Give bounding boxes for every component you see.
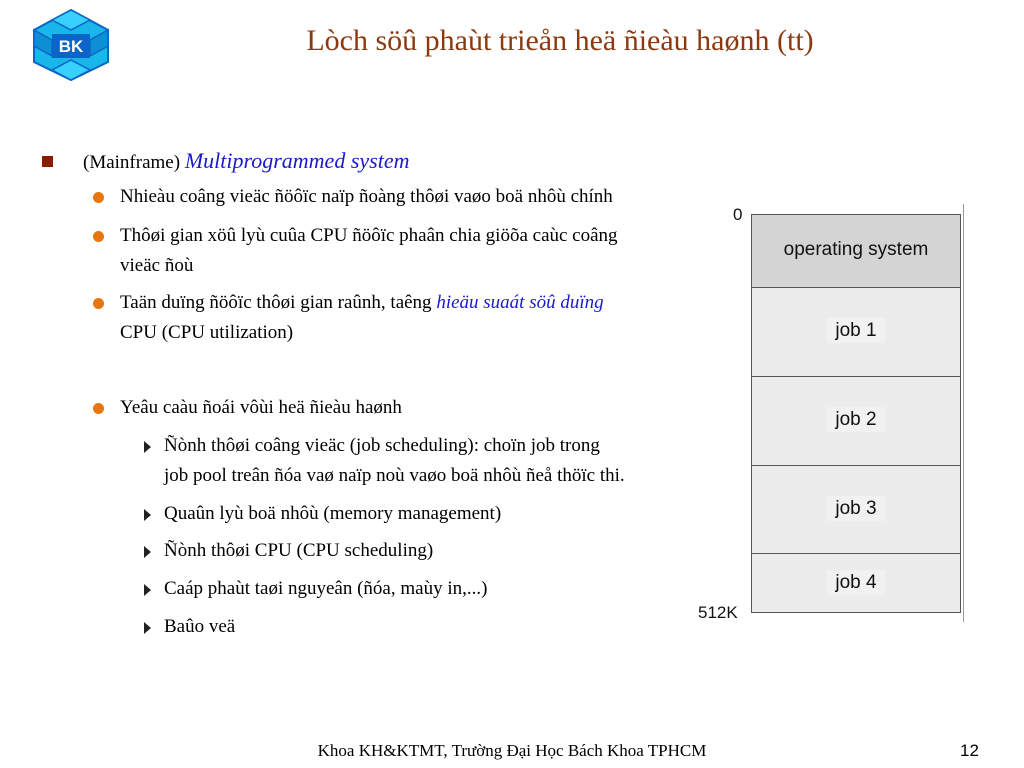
svg-text:BK: BK [58,37,84,56]
address-bottom: 512K [698,603,738,622]
university-logo [30,8,112,82]
round-bullet-icon [93,231,104,242]
main-bullet-highlight: Multiprogrammed system [184,148,410,173]
page-number: 12 [960,741,979,760]
round-bullet-icon [93,192,104,203]
arrow-bullet-icon [144,584,151,596]
round-bullet-icon [93,403,104,414]
memory-block-job2: job 2 [751,376,961,466]
memory-block-job3: job 3 [751,465,961,554]
address-top: 0 [733,205,743,224]
slide-title: Lòch söû phaùt trieån heä ñieàu haønh (tt) [306,24,814,57]
memory-divider-line [963,204,964,622]
arrow-bullet-icon [144,441,151,453]
memory-block-job1: job 1 [751,287,961,377]
memory-block-os: operating system [751,214,961,288]
round-bullet-icon [93,298,104,309]
square-bullet-icon [42,156,53,167]
arrow-bullet-icon [144,622,151,634]
arrow-bullet-icon [144,546,151,558]
main-bullet-prefix: (Mainframe) [83,152,181,173]
memory-block-job4: job 4 [751,553,961,613]
arrow-bullet-icon [144,509,151,521]
highlight-text: hieäu suaát söû duïng [436,292,604,313]
slide-footer: Khoa KH&KTMT, Trường Đại Học Bách Khoa TPHCM [317,741,707,760]
